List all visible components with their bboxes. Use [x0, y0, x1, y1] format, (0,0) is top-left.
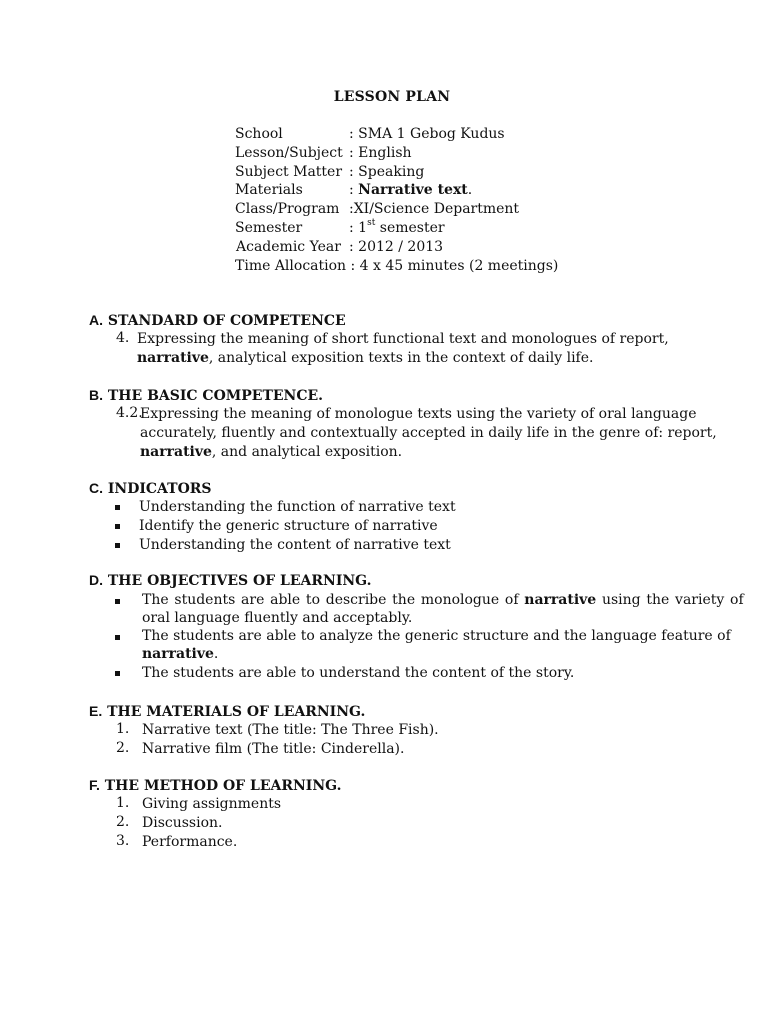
- info-prefix: :: [349, 182, 359, 199]
- square-bullet-icon: [115, 505, 120, 510]
- item-text-line3: [140, 443, 402, 462]
- list-item: [89, 664, 709, 683]
- section-title: THE BASIC COMPETENCE.: [103, 388, 324, 404]
- item-text: Narrative film (The title: Cinderella).: [142, 741, 405, 757]
- info-value: : SMA 1 Gebog Kudus: [349, 126, 505, 142]
- section-letter: D.: [89, 572, 103, 588]
- section-heading: [89, 386, 709, 405]
- info-row-subject-matter: [235, 163, 558, 182]
- item-number: 1.: [116, 721, 130, 737]
- bold-term: narrative: [140, 444, 212, 460]
- section-materials: [89, 702, 709, 759]
- info-value: : 4 x 45 minutes (2 meetings): [346, 257, 559, 274]
- info-bold-value: Narrative text: [358, 182, 468, 199]
- item-number: 2.: [116, 740, 130, 756]
- info-row-school: [235, 125, 558, 144]
- section-basic-competence: [89, 386, 717, 462]
- info-row-class-program: [235, 200, 558, 219]
- section-letter: C.: [89, 480, 103, 496]
- info-superscript: st: [367, 218, 376, 229]
- info-row-materials: [235, 181, 558, 200]
- item-text: Performance.: [142, 834, 238, 850]
- section-heading: [89, 479, 709, 498]
- info-row-lesson: [235, 144, 558, 163]
- item-text-post: .: [213, 646, 219, 662]
- item-text-rest: , analytical exposition texts in the context of daily life.: [208, 350, 594, 366]
- section-standard-of-competence: [89, 311, 709, 368]
- info-prefix: : 1: [349, 219, 368, 236]
- section-heading: [89, 776, 709, 795]
- section-title: STANDARD OF COMPETENCE: [103, 313, 346, 329]
- item-text: Understanding the function of narrative text: [139, 499, 456, 515]
- item-text: Understanding the content of narrative text: [139, 537, 451, 553]
- section-indicators: [89, 479, 709, 555]
- item-text-line2: accurately, fluently and contextually accepted in daily life in the genre of: report,: [140, 425, 717, 441]
- square-bullet-icon: [115, 635, 120, 640]
- info-value: : English: [349, 144, 412, 161]
- item-number: 2.: [116, 814, 130, 830]
- list-item: [89, 330, 709, 368]
- info-value: [349, 220, 445, 236]
- info-label: Lesson/Subject: [235, 144, 343, 161]
- info-value: :XI/Science Department: [349, 201, 520, 218]
- section-title: THE OBJECTIVES OF LEARNING.: [103, 573, 372, 589]
- item-number: 1.: [116, 795, 130, 811]
- info-label: Subject Matter: [235, 163, 343, 180]
- section-objectives: [89, 571, 744, 683]
- list-item: [89, 795, 709, 814]
- square-bullet-icon: [115, 671, 120, 676]
- section-title: THE MATERIALS OF LEARNING.: [102, 704, 366, 720]
- list-item: [89, 814, 709, 833]
- bold-term: narrative: [137, 350, 209, 366]
- list-item: [89, 627, 731, 664]
- info-value: [349, 182, 472, 198]
- item-text: Expressing the meaning of short functional text and monologues of report,: [137, 331, 669, 347]
- info-label: Materials: [235, 182, 303, 199]
- section-letter: F.: [89, 777, 100, 793]
- item-number: 3.: [116, 833, 130, 849]
- item-text-pre: The students are able to describe the monologue of: [142, 592, 525, 608]
- section-title: INDICATORS: [103, 481, 212, 497]
- item-text-rest: , and analytical exposition.: [211, 444, 403, 460]
- info-value: : Speaking: [349, 163, 425, 180]
- info-label: Class/Program: [235, 201, 340, 218]
- info-block: [235, 125, 558, 275]
- square-bullet-icon: [115, 524, 120, 529]
- bold-term: narrative: [524, 592, 597, 608]
- page-title: LESSON PLAN: [333, 89, 451, 105]
- item-text: Narrative text (The title: The Three Fish).: [142, 722, 439, 738]
- list-item: [89, 721, 709, 740]
- section-letter: B.: [89, 387, 103, 403]
- info-label: Academic Year: [236, 238, 341, 255]
- item-text-line2: [137, 349, 593, 368]
- info-label: School: [235, 126, 283, 142]
- item-text-post: using the variety of: [596, 592, 744, 608]
- bold-term: narrative: [142, 646, 214, 662]
- info-label: Time Allocation: [235, 257, 347, 274]
- info-suffix: .: [467, 182, 473, 199]
- list-item: [89, 405, 717, 462]
- section-heading: [89, 702, 709, 721]
- list-item: [89, 833, 709, 852]
- item-text: Expressing the meaning of monologue texts using the variety of oral language: [140, 406, 697, 422]
- item-text: Discussion.: [142, 815, 223, 831]
- section-heading: [89, 311, 709, 330]
- section-title: THE METHOD OF LEARNING.: [99, 778, 342, 794]
- info-label: Semester: [235, 219, 303, 236]
- item-text: The students are able to understand the content of the story.: [142, 665, 575, 681]
- item-text: [142, 591, 744, 610]
- item-text: Giving assignments: [142, 796, 282, 812]
- section-letter: E.: [89, 703, 103, 719]
- list-item: [89, 517, 709, 536]
- section-method: [89, 776, 709, 852]
- square-bullet-icon: [115, 543, 120, 548]
- square-bullet-icon: [115, 599, 120, 604]
- section-letter: A.: [89, 312, 103, 328]
- list-item: [89, 498, 709, 517]
- item-text: Identify the generic structure of narrative: [139, 518, 438, 534]
- list-item: [89, 536, 709, 555]
- info-value: : 2012 / 2013: [349, 238, 444, 255]
- info-row-academic-year: [235, 238, 558, 257]
- info-suffix: semester: [375, 219, 445, 236]
- item-text-line2: oral language fluently and acceptably.: [142, 610, 413, 626]
- item-text-line2: [142, 645, 218, 664]
- info-row-semester: [235, 219, 558, 238]
- section-heading: [89, 571, 709, 590]
- info-row-time-allocation: [235, 257, 558, 276]
- list-item: [89, 740, 709, 759]
- item-number: 4.2.: [116, 405, 143, 421]
- list-item: [89, 590, 744, 627]
- item-number: 4.: [116, 330, 130, 346]
- item-text: The students are able to analyze the generic structure and the language feature of: [142, 628, 731, 644]
